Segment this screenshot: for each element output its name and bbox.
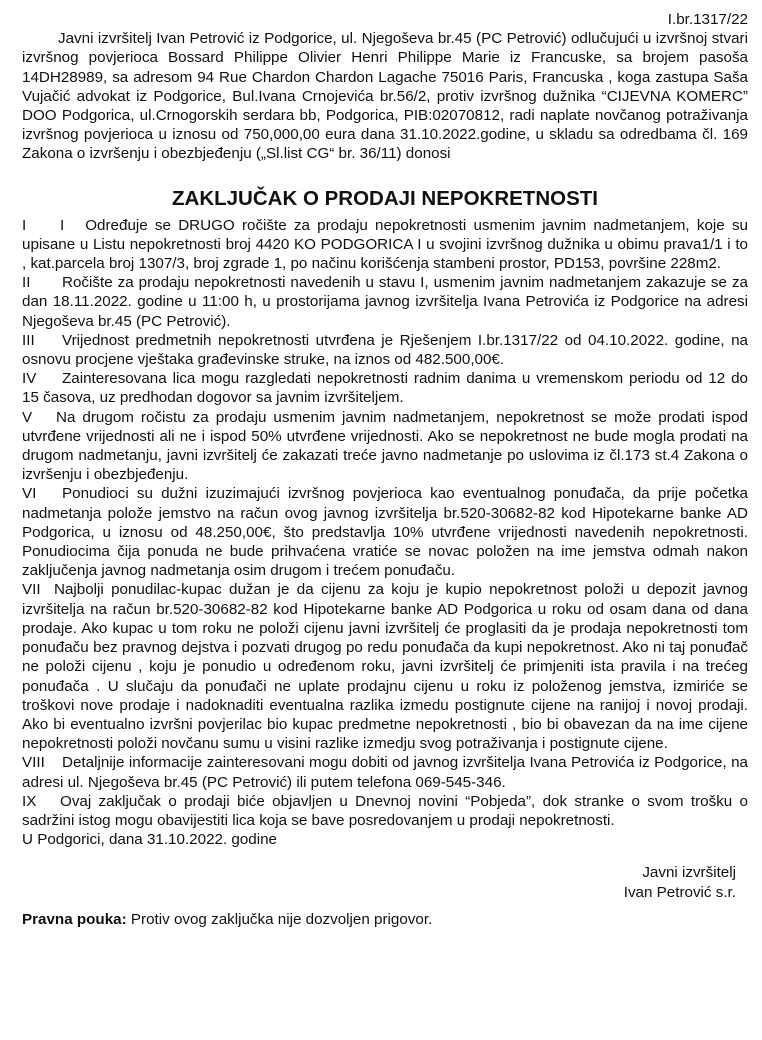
legal-notice-text: Protiv ovog zaključka nije dozvoljen prigovor. — [130, 910, 433, 928]
item-number: VII — [22, 581, 41, 599]
item-text: Ovaj zaključak o prodaji biće objavljen u Dnevnoj novini “Pobjeda”, dok stranke o svom trošku o sadržini istog mogu obavijestiti lica koja se bave posredovanjem u prodaji nepokretnosti. — [22, 792, 748, 829]
document-number: I.br.1317/22 — [667, 11, 748, 28]
legal-notice-label: Pravna pouka: — [22, 910, 127, 928]
signature-name: Ivan Petrović s.r. — [623, 883, 736, 901]
items-list — [22, 216, 748, 831]
item-4 — [22, 369, 748, 407]
intro-paragraph: Javni izvršitelj Ivan Petrović iz Podgorice, ul. Njegoševa br.45 (PC Petrović) odlučujući u izvršnoj stvari izvršnog povjerioca Bossard Philippe Olivier Henri Philippe Marie iz Francuske, sa brojem pasoša 14DH28989, sa adresom 94 Rue Chardon Chardon Lagache 75016 Paris, Francuska , koga zastupa Saša Vujačić advokat iz Podgorice, Bul.Ivana Crnojevića br.56/2, protiv izvršnog dužnika “CIJEVNA KOMERC” DOO Podgorica, ul.Crnogorskih serdara bb, Podgorica, PIB:02070812, radi naplate novčanog potraživanja izvršnog povjerioca u iznosu od 750,000,00 eura dana 31.10.2022.godine, u skladu sa odredbama čl. 169 Zakona o izvršenju i obezbjeđenju („Sl.list CG“ br. 36/11) donosi — [22, 30, 748, 163]
item-text: Najbolji ponudilac-kupac dužan je da cijenu za koju je kupio nepokretnost položi u depozit javnog izvršitelja na račun br.520-30682-82 kod Hipotekarne banke AD Podgorica u roku od osam dana od dana prodaje. Ako kupac u tom roku ne položi cijenu javni izvršitelj će proglasiti da je prodaja nepokretnosti tom ponuđaču bez pravnog dejstva i pozvati drugog po redu ponuđača da kupi nepokretnost. Ako ni taj ponuđač ne položi cijenu , koju je ponudio u određenom roku, javni izvršitelj će primjeniti ista pravila i na trećeg ponuđača . U slučaju da ponuđači ne uplate prodajnu cijenu u roku iz položenog jemstva, izmiriće se troškovi nove prodaje i nadoknaditi eventualna razlika izmedu postignute cijene na ranijoj i novoj prodaji. Ako bi eventualno izvršni povjerilac bio kupac predmetne nepokretnosti , bio bi obavezan da na ime cijene nepokretnosti položi novčanu sumu u visini razlike izmedju svog potraživanja i postignute cijene. — [22, 581, 748, 753]
item-2 — [22, 273, 748, 331]
item-text: Vrijednost predmetnih nepokretnosti utvrđena je Rješenjem I.br.1317/22 od 04.10.2022. godine, na osnovu procjene vještaka građevinske struke, na iznos od 482.500,00€. — [22, 331, 748, 369]
document-page — [22, 10, 748, 929]
item-number: IX — [22, 792, 37, 810]
item-text: Ročište za prodaju nepokretnosti navedenih u stavu I, usmenim javnim nadmetanjem zakazuje se za dan 18.11.2022. godine u 11:00 h, u prostorijama javnog izvršitelja Ivana Petrovića iz Podgorice na adresi Njegoševa br.45 (PC Petrović). — [22, 274, 748, 330]
item-number: II — [22, 274, 31, 292]
item-number: I — [22, 216, 27, 234]
signature-role: Javni izvršitelj — [642, 864, 736, 882]
item-text: Na drugom ročistu za prodaju usmenim javnim nadmetanjem, nepokretnost se može prodati ispod utvrđene vrijednosti ali ne i ispod 50% utvrđene vrijednosti. Ako se nepokretnost ne bude mogla prodati na drugom nadmetanju, javni izvršitelj će zakazati treće javno nadmetanje po uslovima iz čl.173 st.4 Zakona o izvršenju i obezbjeđenju. — [22, 408, 748, 484]
signature-block — [22, 863, 736, 901]
item-text: Detaljnije informacije zainteresovani mogu dobiti od javnog izvršitelja Ivana Petrovića iz Podgorice, na adresi ul. Njegoševa br.45 (PC Petrović) ili putem telefona 069-545-346. — [22, 754, 748, 791]
item-number: III — [22, 331, 35, 349]
item-number: VI — [22, 485, 37, 503]
item-3 — [22, 331, 748, 369]
item-number: VIII — [22, 754, 45, 772]
document-title: ZAKLJUČAK O PRODAJI NEPOKRETNOSTI — [172, 186, 598, 210]
legal-notice — [22, 910, 748, 929]
item-9 — [22, 792, 748, 830]
item-6 — [22, 484, 748, 580]
item-text: Ponudioci su dužni izuzimajući izvršnog povjerioca kao eventualnog ponuđača, da prije početka nadmetanja polože jemstvo na račun ovog javnog izvršitelja br.520-30682-82 kod Hipotekarne banke AD Podgorica, u iznosu od 48.250,00€, što predstavlja 10% utvrđene vrijednosti navedenih nepokretnosti. Ponudiocima čija ponuda ne bude prihvaćena vratiće se novac položen na ime jemstva odmah nakon zaključenja javnog nadmetanja osim drugom i trećem ponuđaču. — [22, 485, 748, 580]
item-5 — [22, 408, 748, 485]
item-number: IV — [22, 370, 37, 388]
item-7 — [22, 580, 748, 753]
item-lead: I — [60, 216, 65, 234]
item-1 — [22, 216, 748, 274]
item-number: V — [22, 408, 33, 426]
place-date: U Podgorici, dana 31.10.2022. godine — [22, 831, 278, 849]
item-text: Zainteresovana lica mogu razgledati nepokretnosti radnim danima u vremenskom periodu od 12 do 15 časova, uz predhodan dogovor sa javnim izvršiteljem. — [22, 370, 748, 407]
item-8 — [22, 753, 748, 791]
item-text: Određuje se DRUGO ročište za prodaju nepokretnosti usmenim javnim nadmetanjem, koje su upisane u Listu nepokretnosti broj 4420 KO PODGORICA I u svojini izvršnog dužnika u obimu prava1/1 i to , kat.parcela broj 1307/3, broj zgrade 1, po načinu korišćenja stambeni prostor, PD153, površine 228m2. — [22, 216, 748, 273]
